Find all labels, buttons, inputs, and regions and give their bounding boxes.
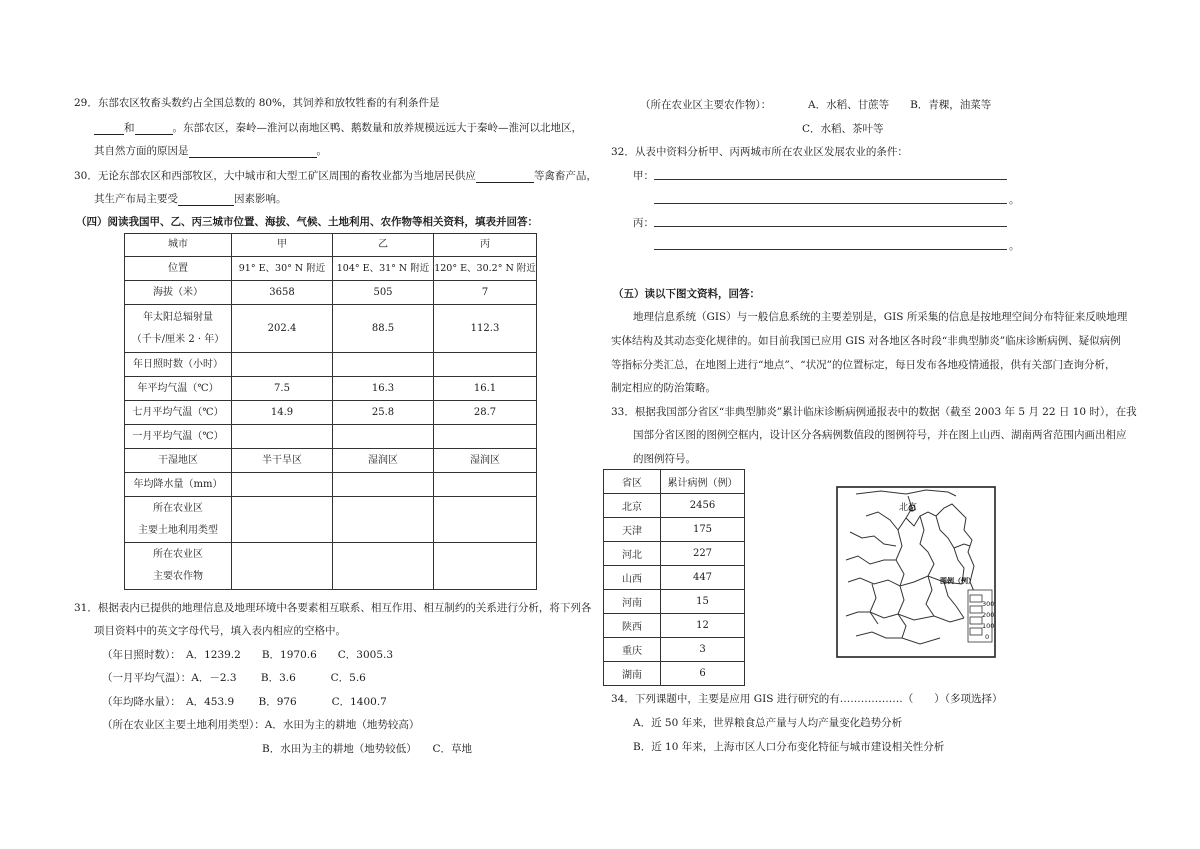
row-label-line2: 主要农作物 xyxy=(153,571,203,582)
q33-line2: 国部分省区图的图例空框内，设计区分各病例数值段的图例符号，并在图上山西、湖南两省范围内画出相应 xyxy=(633,429,1127,441)
section5-para-line4: 制定相应的防治策略。 xyxy=(611,382,716,394)
table-row xyxy=(125,377,537,401)
q30-line1 xyxy=(74,168,597,183)
cases-cell: 3 xyxy=(661,638,745,662)
q30-line2-text: 其生产布局主要受 xyxy=(94,193,178,205)
q31-option-crops-c: C．水稻、茶叶等 xyxy=(802,123,884,135)
table-header-cell: 累计病例（例） xyxy=(661,470,745,494)
section5-para-line1: 地理信息系统（GIS）与一般信息系统的主要差别是，GIS 所采集的信息是按地理空间分布特征来反映地理 xyxy=(633,311,1128,323)
cases-cell: 15 xyxy=(661,590,745,614)
table-header-cell: 乙 xyxy=(333,234,434,257)
table-cell[interactable] xyxy=(333,473,434,497)
q31-option-landuse: （所在农业区主要土地利用类型）：A．水田为主的耕地（地势较高） xyxy=(102,719,420,731)
table-cell[interactable] xyxy=(434,543,537,590)
province-cell: 河北 xyxy=(604,542,661,566)
table-row xyxy=(604,494,745,518)
answer-blank[interactable] xyxy=(135,123,173,135)
table-row xyxy=(125,281,537,305)
table-cell[interactable] xyxy=(333,497,434,543)
table-cell: 3658 xyxy=(232,281,333,305)
q31-option-precip: （年均降水量）： A．453.9 B．976 C．1400.7 xyxy=(102,696,387,708)
row-label xyxy=(125,305,232,353)
table-cell: 半干旱区 xyxy=(232,449,333,473)
table-row xyxy=(125,425,537,449)
table-row xyxy=(125,449,537,473)
table-cell: 120° E、30.2° N 附近 xyxy=(434,257,537,281)
q30-line1-end: 等禽畜产品， xyxy=(533,170,597,182)
row-label-line1: 所在农业区 xyxy=(153,502,203,514)
row-label: 一月平均气温（℃） xyxy=(125,425,232,449)
q29-line1: 29．东部农区牧畜头数约占全国总数的 80%，其饲养和放牧牲畜的有利条件是 xyxy=(74,97,440,109)
table-cell[interactable] xyxy=(333,353,434,377)
table-header-cell: 丙 xyxy=(434,234,537,257)
q31-option-sunshine: （年日照时数）： A．1239.2 B．1970.6 C．3005.3 xyxy=(102,649,394,661)
province-cell: 河南 xyxy=(604,590,661,614)
legend-value: 200 xyxy=(982,611,995,619)
table-header-cell: 省区 xyxy=(604,470,661,494)
table-row xyxy=(604,542,745,566)
map-city-label: 北京 xyxy=(899,503,918,513)
q31-option-landuse-b: B．水田为主的耕地（地势较低） C．草地 xyxy=(262,743,472,755)
province-map[interactable] xyxy=(836,486,996,658)
q30-line1-text: 30．无论东部农区和西部牧区，大中城市和大型工矿区周围的畜牧业都为当地居民供应 xyxy=(74,170,476,182)
answer-line[interactable] xyxy=(654,226,1007,227)
q31-option-crops: （所在农业区主要农作物）： A．水稻、甘蔗等 B．青稞，油菜等 xyxy=(640,99,992,111)
q30-line2 xyxy=(94,191,287,206)
row-label: 年均降水量（mm） xyxy=(125,473,232,497)
cases-cell: 227 xyxy=(661,542,745,566)
table-cell: 14.9 xyxy=(232,401,333,425)
table-cell: 505 xyxy=(333,281,434,305)
table-row xyxy=(125,401,537,425)
answer-line[interactable] xyxy=(654,249,1007,250)
q32-jia-label: 甲： xyxy=(633,170,654,182)
section5-para-line2: 实体结构及其动态变化规律的。如目前我国已应用 GIS 对各地区各时段“非典型肺炎”临床诊断病例、疑似病例 xyxy=(611,335,1121,347)
q31-option-jan-temp: （一月平均气温）：A．－2.3 B．3.6 C．5.6 xyxy=(102,672,366,684)
legend-value: 100 xyxy=(982,622,995,630)
table-header-row xyxy=(604,470,745,494)
table-cell: 16.3 xyxy=(333,377,434,401)
answer-line[interactable] xyxy=(654,203,1007,204)
table-cell: 湿润区 xyxy=(333,449,434,473)
q30-line2-end: 因素影响。 xyxy=(234,193,287,205)
q34-option-b: B．近 10 年来，上海市区人口分布变化特征与城市建设相关性分析 xyxy=(633,741,945,753)
q29-line3-end: 。 xyxy=(316,145,327,157)
table-cell: 25.8 xyxy=(333,401,434,425)
row-label-line2: （千卡/厘米 2 · 年） xyxy=(131,333,225,345)
q29-line3 xyxy=(94,143,327,158)
row-label xyxy=(125,497,232,543)
q29-line3-text: 其自然方面的原因是 xyxy=(94,145,189,157)
table-cell[interactable] xyxy=(333,425,434,449)
q33-line3: 的图例符号。 xyxy=(633,453,696,465)
table-row xyxy=(604,590,745,614)
legend-box-empty[interactable] xyxy=(970,628,982,635)
sars-cases-table xyxy=(603,469,745,686)
table-cell: 112.3 xyxy=(434,305,537,353)
section4-heading: （四）阅读我国甲、乙、丙三城市位置、海拔、气候、土地利用、农作物等相关资料，填表并回答： xyxy=(76,216,538,228)
q32-bing-end: 。 xyxy=(1009,240,1020,252)
table-cell[interactable] xyxy=(232,497,333,543)
table-cell[interactable] xyxy=(434,425,537,449)
province-cell: 湖南 xyxy=(604,662,661,686)
table-row xyxy=(604,614,745,638)
province-cell: 天津 xyxy=(604,518,661,542)
table-row xyxy=(604,566,745,590)
table-row xyxy=(604,638,745,662)
legend-box-empty[interactable] xyxy=(970,606,982,613)
q34-line1: 34．下列课题中，主要是应用 GIS 进行研究的有………………（ ）（多项选择） xyxy=(611,693,1003,705)
province-map-svg xyxy=(836,486,996,658)
answer-line[interactable] xyxy=(654,179,1007,180)
legend-value: 300 xyxy=(982,600,995,608)
province-cell: 山西 xyxy=(604,566,661,590)
table-cell: 202.4 xyxy=(232,305,333,353)
answer-blank[interactable] xyxy=(189,146,317,158)
legend-title: 图例（例） xyxy=(940,577,975,585)
row-label: 年日照时数（小时） xyxy=(125,353,232,377)
cases-cell: 6 xyxy=(661,662,745,686)
table-cell: 湿润区 xyxy=(434,449,537,473)
table-cell: 16.1 xyxy=(434,377,537,401)
q32-bing-label: 丙： xyxy=(633,217,654,229)
table-cell[interactable] xyxy=(434,353,537,377)
row-label: 七月平均气温（℃） xyxy=(125,401,232,425)
table-cell: 104° E、31° N 附近 xyxy=(333,257,434,281)
table-header-cell: 甲 xyxy=(232,234,333,257)
row-label: 干湿地区 xyxy=(125,449,232,473)
table-row xyxy=(125,353,537,377)
q31-line2: 项目资料中的英文字母代号，填入表内相应的空格中。 xyxy=(94,625,346,637)
row-label-line1: 所在农业区 xyxy=(153,549,203,560)
province-cell: 陕西 xyxy=(604,614,661,638)
table-row xyxy=(604,662,745,686)
table-row xyxy=(604,518,745,542)
table-cell[interactable] xyxy=(232,473,333,497)
table-row xyxy=(125,473,537,497)
province-cell: 重庆 xyxy=(604,638,661,662)
row-label: 位置 xyxy=(125,257,232,281)
q34-option-a: A．近 50 年来，世界粮食总产量与人均产量变化趋势分析 xyxy=(633,717,903,729)
legend-value: 0 xyxy=(985,633,990,641)
table-header-cell: 城市 xyxy=(125,234,232,257)
q29-line2-text: 。东部农区，秦岭—淮河以南地区鸭、鹅数量和放养规模远远大于秦岭—淮河以北地区， xyxy=(172,122,582,134)
table-cell[interactable] xyxy=(434,473,537,497)
q32-line1: 32．从表中资料分析甲、丙两城市所在农业区发展农业的条件： xyxy=(611,146,908,158)
q33-line1: 33．根据我国部分省区“非典型肺炎”累计临床诊断病例通报表中的数据（截至 2003 年 5 月 22 日 10 时），在我 xyxy=(611,406,1137,418)
table-row xyxy=(125,257,537,281)
cases-cell: 12 xyxy=(661,614,745,638)
q32-jia-end: 。 xyxy=(1009,194,1020,206)
table-cell[interactable] xyxy=(232,425,333,449)
province-cell: 北京 xyxy=(604,494,661,518)
cases-cell: 2456 xyxy=(661,494,745,518)
table-cell: 28.7 xyxy=(434,401,537,425)
city-data-table xyxy=(124,233,537,590)
row-label: 年平均气温（℃） xyxy=(125,377,232,401)
legend-box-empty[interactable] xyxy=(970,617,982,624)
table-cell: 7 xyxy=(434,281,537,305)
table-row xyxy=(125,543,537,590)
row-label-line2: 主要土地利用类型 xyxy=(138,524,218,536)
row-label: 海拔（米） xyxy=(125,281,232,305)
table-row xyxy=(125,497,537,543)
answer-blank[interactable] xyxy=(178,194,234,206)
row-label-line1: 年太阳总辐射量 xyxy=(143,311,213,323)
section5-para-line3: 等指标分类汇总，在地图上进行“地点”、“状况”的位置标定，每日发布各地疫情通报，供有关部门查询分析， xyxy=(611,359,1116,371)
table-row xyxy=(125,305,537,353)
table-header-row xyxy=(125,234,537,257)
section5-heading: （五）读以下图文资料，回答： xyxy=(613,288,760,300)
answer-blank[interactable] xyxy=(94,123,124,135)
table-cell: 91° E、30° N 附近 xyxy=(232,257,333,281)
table-cell[interactable] xyxy=(333,543,434,590)
answer-blank[interactable] xyxy=(476,171,534,183)
q29-line2 xyxy=(94,120,582,135)
q29-and: 和 xyxy=(124,122,135,134)
table-cell: 7.5 xyxy=(232,377,333,401)
cases-cell: 447 xyxy=(661,566,745,590)
table-cell[interactable] xyxy=(232,353,333,377)
legend xyxy=(968,590,994,642)
cases-cell: 175 xyxy=(661,518,745,542)
q31-line1: 31．根据表内已提供的地理信息及地理环境中各要素相互联系、相互作用、相互制约的关系进行分析，将下列各 xyxy=(74,602,592,614)
table-cell[interactable] xyxy=(232,543,333,590)
row-label xyxy=(125,543,232,590)
table-cell[interactable] xyxy=(434,497,537,543)
table-cell: 88.5 xyxy=(333,305,434,353)
legend-box-empty[interactable] xyxy=(970,595,982,602)
